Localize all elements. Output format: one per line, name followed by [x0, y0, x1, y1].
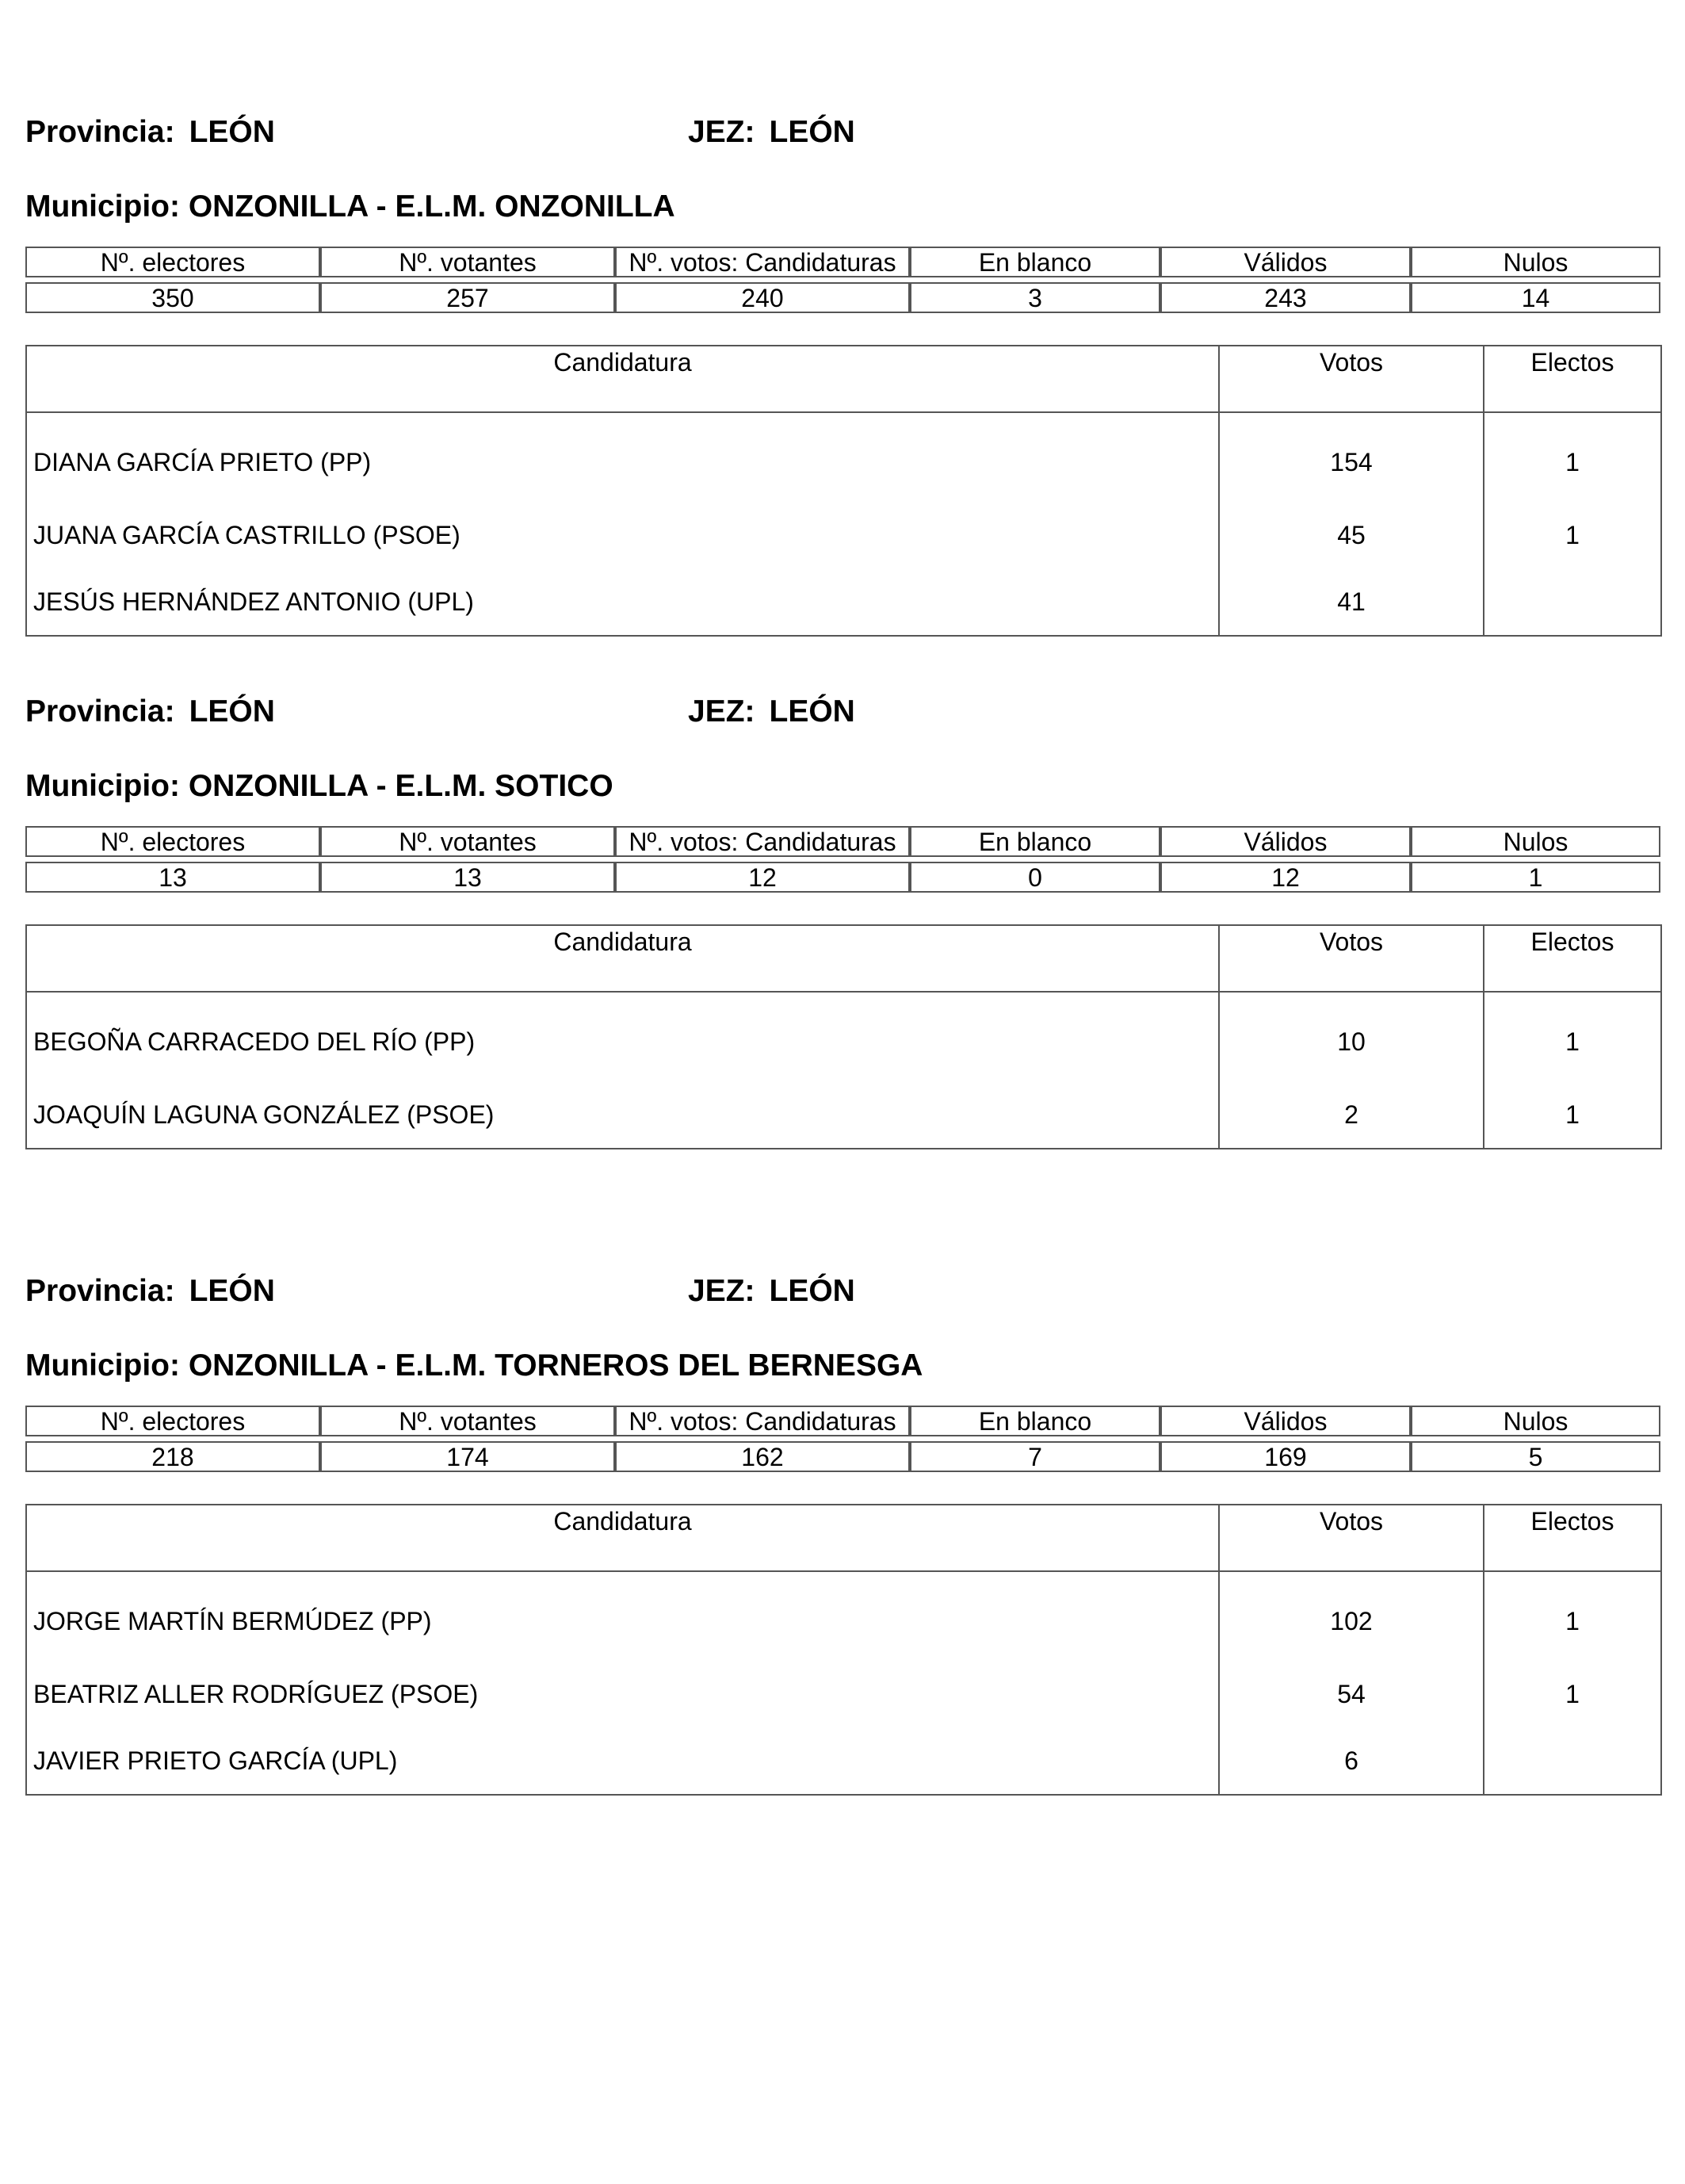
provincia-label: Provincia:	[25, 694, 175, 729]
candidate-votes: 10	[1219, 992, 1484, 1081]
jez-label: JEZ:	[688, 115, 755, 149]
summary-header-cell: Nº. votantes	[320, 247, 615, 277]
municipio-label: Municipio:	[25, 1348, 180, 1383]
candidates-table	[25, 924, 1662, 1149]
summary-value-cell: 12	[615, 862, 910, 893]
summary-value-cell: 240	[615, 282, 910, 313]
candidate-row	[26, 992, 1661, 1081]
summary-table	[25, 247, 1660, 313]
summary-header-cell: Nulos	[1411, 247, 1660, 277]
summary-value-cell: 162	[615, 1441, 910, 1472]
summary-header-cell: Nº. votos: Candidaturas	[615, 1406, 910, 1436]
municipio-label: Municipio:	[25, 189, 180, 224]
candidate-name: BEGOÑA CARRACEDO DEL RÍO (PP)	[26, 992, 1219, 1081]
summary-header-cell: Nº. electores	[25, 1406, 320, 1436]
candidate-name: BEATRIZ ALLER RODRÍGUEZ (PSOE)	[26, 1661, 1219, 1727]
summary-header-cell: Válidos	[1160, 826, 1411, 857]
electos-header: Electos	[1484, 1505, 1661, 1571]
candidate-votes: 102	[1219, 1571, 1484, 1661]
jez-field	[688, 115, 855, 150]
provincia-label: Provincia:	[25, 115, 175, 149]
municipio-value: ONZONILLA - E.L.M. ONZONILLA	[188, 189, 675, 224]
provincia-value: LEÓN	[189, 1274, 275, 1308]
summary-value-cell: 174	[320, 1441, 615, 1472]
candidate-votes: 6	[1219, 1727, 1484, 1795]
summary-value-row	[25, 282, 1660, 313]
summary-header-cell: Nº. votos: Candidaturas	[615, 826, 910, 857]
summary-header-row	[25, 826, 1660, 857]
jez-value: LEÓN	[769, 1274, 855, 1308]
candidate-row	[26, 502, 1661, 568]
summary-header-cell: En blanco	[910, 826, 1160, 857]
summary-value-cell: 12	[1160, 862, 1411, 893]
summary-header-row	[25, 1406, 1660, 1436]
candidate-elected: 1	[1484, 502, 1661, 568]
candidate-name: JUANA GARCÍA CASTRILLO (PSOE)	[26, 502, 1219, 568]
summary-header-cell: En blanco	[910, 1406, 1160, 1436]
provincia-value: LEÓN	[189, 694, 275, 729]
summary-header-cell: Nulos	[1411, 826, 1660, 857]
summary-header-cell: Nº. votantes	[320, 1406, 615, 1436]
candidate-name: JOAQUÍN LAGUNA GONZÁLEZ (PSOE)	[26, 1081, 1219, 1149]
candidates-table	[25, 345, 1662, 637]
votos-header: Votos	[1219, 925, 1484, 992]
municipio-label: Municipio:	[25, 769, 180, 803]
candidate-row	[26, 412, 1661, 502]
candidatura-header: Candidatura	[26, 925, 1219, 992]
candidate-row	[26, 1661, 1661, 1727]
votos-header: Votos	[1219, 346, 1484, 412]
summary-value-cell: 0	[910, 862, 1160, 893]
summary-header-cell: Nº. votos: Candidaturas	[615, 247, 910, 277]
candidatura-header: Candidatura	[26, 346, 1219, 412]
candidates-header-row	[26, 346, 1661, 412]
summary-value-cell: 5	[1411, 1441, 1660, 1472]
candidate-votes: 41	[1219, 568, 1484, 636]
candidate-elected: 1	[1484, 412, 1661, 502]
summary-value-cell: 1	[1411, 862, 1660, 893]
summary-value-cell: 13	[25, 862, 320, 893]
candidate-name: JESÚS HERNÁNDEZ ANTONIO (UPL)	[26, 568, 1219, 636]
provincia-field	[25, 1274, 275, 1309]
candidate-elected	[1484, 568, 1661, 636]
provincia-label: Provincia:	[25, 1274, 175, 1308]
electos-header: Electos	[1484, 346, 1661, 412]
candidate-elected: 1	[1484, 1081, 1661, 1149]
candidate-row	[26, 1571, 1661, 1661]
summary-value-cell: 257	[320, 282, 615, 313]
summary-header-cell: Válidos	[1160, 1406, 1411, 1436]
summary-value-cell: 350	[25, 282, 320, 313]
candidates-header-row	[26, 925, 1661, 992]
summary-value-cell: 3	[910, 282, 1160, 313]
provincia-field	[25, 115, 275, 150]
jez-label: JEZ:	[688, 694, 755, 729]
candidates-table	[25, 1504, 1662, 1796]
summary-header-row	[25, 247, 1660, 277]
candidate-elected	[1484, 1727, 1661, 1795]
jez-field	[688, 694, 855, 729]
electos-header: Electos	[1484, 925, 1661, 992]
candidate-name: JAVIER PRIETO GARCÍA (UPL)	[26, 1727, 1219, 1795]
jez-value: LEÓN	[769, 694, 855, 729]
summary-table	[25, 1406, 1660, 1472]
summary-header-cell: Válidos	[1160, 247, 1411, 277]
jez-value: LEÓN	[769, 115, 855, 149]
summary-value-cell: 13	[320, 862, 615, 893]
summary-header-cell: Nº. electores	[25, 247, 320, 277]
summary-value-cell: 7	[910, 1441, 1160, 1472]
summary-header-cell: Nº. votantes	[320, 826, 615, 857]
summary-header-cell: En blanco	[910, 247, 1160, 277]
summary-header-cell: Nulos	[1411, 1406, 1660, 1436]
candidate-votes: 2	[1219, 1081, 1484, 1149]
header-row	[25, 1274, 1660, 1314]
candidatura-header: Candidatura	[26, 1505, 1219, 1571]
summary-table	[25, 826, 1660, 893]
jez-field	[688, 1274, 855, 1309]
candidate-votes: 45	[1219, 502, 1484, 568]
candidate-row	[26, 568, 1661, 636]
candidates-header-row	[26, 1505, 1661, 1571]
municipio-title	[25, 189, 675, 224]
candidate-votes: 154	[1219, 412, 1484, 502]
summary-header-cell: Nº. electores	[25, 826, 320, 857]
summary-value-row	[25, 862, 1660, 893]
summary-value-cell: 243	[1160, 282, 1411, 313]
candidate-elected: 1	[1484, 1571, 1661, 1661]
candidate-row	[26, 1727, 1661, 1795]
candidate-elected: 1	[1484, 992, 1661, 1081]
summary-value-cell: 14	[1411, 282, 1660, 313]
municipio-title	[25, 769, 613, 804]
candidate-name: JORGE MARTÍN BERMÚDEZ (PP)	[26, 1571, 1219, 1661]
candidate-elected: 1	[1484, 1661, 1661, 1727]
summary-value-cell: 169	[1160, 1441, 1411, 1472]
municipio-title	[25, 1348, 923, 1383]
jez-label: JEZ:	[688, 1274, 755, 1308]
candidate-votes: 54	[1219, 1661, 1484, 1727]
summary-value-row	[25, 1441, 1660, 1472]
municipio-value: ONZONILLA - E.L.M. TORNEROS DEL BERNESGA	[188, 1348, 923, 1383]
header-row	[25, 115, 1660, 155]
candidate-name: DIANA GARCÍA PRIETO (PP)	[26, 412, 1219, 502]
candidate-row	[26, 1081, 1661, 1149]
provincia-field	[25, 694, 275, 729]
summary-value-cell: 218	[25, 1441, 320, 1472]
municipio-value: ONZONILLA - E.L.M. SOTICO	[188, 769, 613, 803]
votos-header: Votos	[1219, 1505, 1484, 1571]
header-row	[25, 694, 1660, 734]
provincia-value: LEÓN	[189, 115, 275, 149]
